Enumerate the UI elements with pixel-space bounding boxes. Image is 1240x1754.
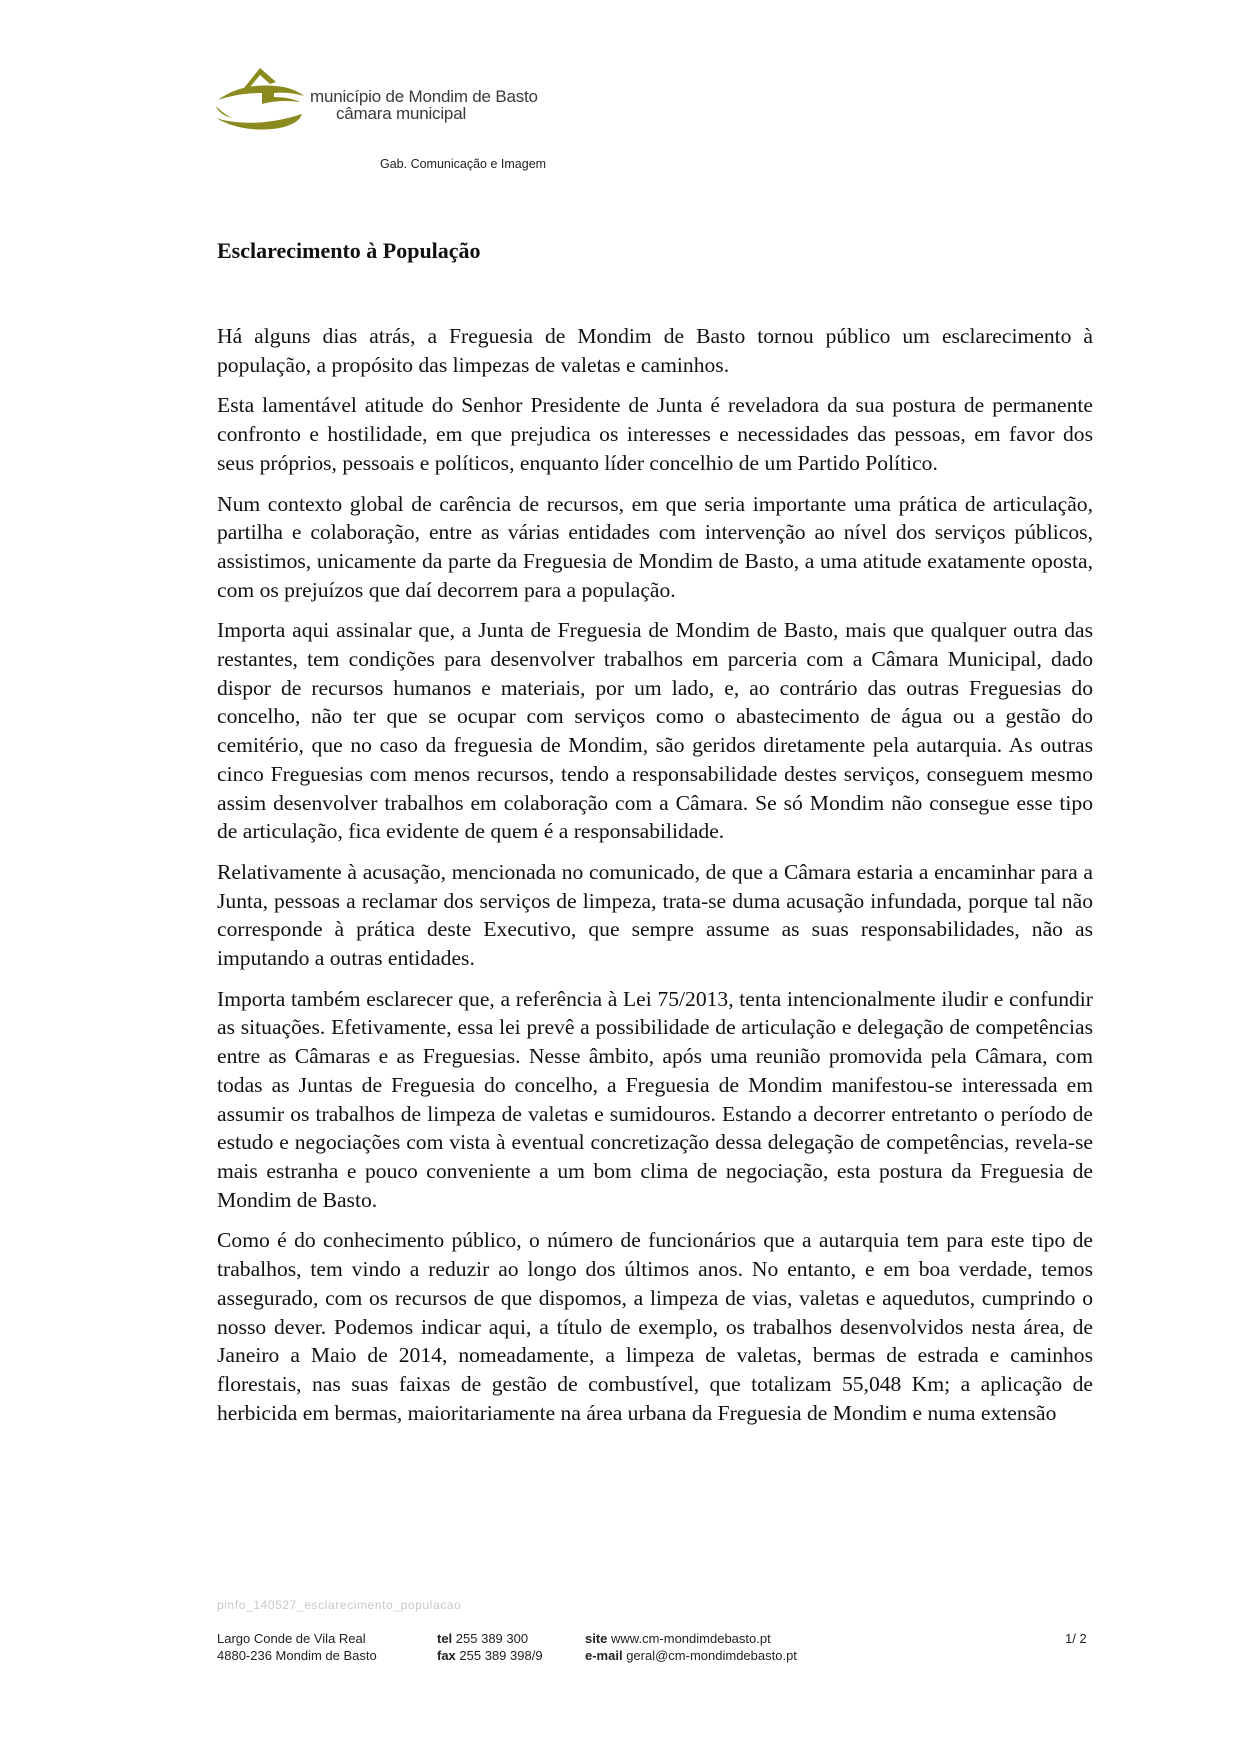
logo-municipality-name: município de Mondim de Basto [310,87,538,106]
logo-council-name: câmara municipal [336,104,467,123]
footer-address [217,1630,377,1664]
email-link[interactable]: geral@cm-mondimdebasto.pt [626,1648,797,1663]
paragraph-5: Relativamente à acusação, mencionada no comunicado, de que a Câmara estaria a encaminhar para a Junta, pessoas a reclamar dos serviços de limpeza, trata-se duma acusação infundada, porque tal não corresponde à prática deste Executivo, que sempre assume as suas responsabilidades, não as imputando a outras entidades. [217,859,1093,971]
paragraph-3: Num contexto global de carência de recursos, em que seria importante uma prática de articulação, partilha e colaboração, entre as várias entidades com intervenção ao nível dos serviços públicos, assistimos, unicamente da parte da Freguesia de Mondim de Basto, a uma atitude exatamente oposta, com os prejuízos que daí decorrem para a população. [217,491,1093,602]
address-street: Largo Conde de Vila Real [217,1631,366,1646]
department-label: Gab. Comunicação e Imagem [380,157,547,171]
municipality-logo [214,60,574,140]
address-postal: 4880-236 Mondim de Basto [217,1648,377,1663]
paragraph-6: Importa também esclarecer que, a referência à Lei 75/2013, tenta intencionalmente iludir e confundir as situações. Efetivamente, essa lei prevê a possibilidade de articulação e delegação de competências entre as Câmaras e as Freguesias. Nesse âmbito, após uma reunião promovida pela Câmara, com todas as Juntas de Freguesia do concelho, a Freguesia de Mondim manifestou-se interessada em assumir os trabalhos de limpeza de valetas e sumidouros. Estando a decorrer entretanto o período de estudo e negociações com vista à eventual concretização dessa delegação de competências, revela-se mais estranha e pouco conveniente a um bom clima de negociação, esta postura da Freguesia de Mondim de Basto. [217,986,1093,1212]
email-label: e-mail [585,1648,623,1663]
fax-label: fax [437,1648,456,1663]
paragraph-4: Importa aqui assinalar que, a Junta de Freguesia de Mondim de Basto, mais que qualquer outra das restantes, tem condições para desenvolver trabalhos em parceria com a Câmara Municipal, dado dispor de recursos humanos e materiais, por um lado, e, ao contrário das outras Freguesias do concelho, não ter que se ocupar com serviços como o abastecimento de água ou a gestão do cemitério, que no caso da freguesia de Mondim, são geridos diretamente pela autarquia. As outras cinco Freguesias com menos recursos, tendo a responsabilidade destes serviços, conseguem mesmo assim desenvolver trabalhos em colaboração com a Câmara. Se só Mondim não consegue esse tipo de articulação, fica evidente de quem é a responsabilidade. [217,618,1093,844]
paragraph-1: Há alguns dias atrás, a Freguesia de Mondim de Basto tornou público um esclarecimento à população, a propósito das limpezas de valetas e caminhos. [217,324,1093,377]
site-label: site [585,1631,608,1646]
paragraph-2: Esta lamentável atitude do Senhor Presidente de Junta é reveladora da sua postura de permanente confronto e hostilidade, em que prejudica os interesses e necessidades das pessoas, em favor dos seus próprios, pessoais e políticos, enquanto líder concelhio de um Partido Político. [217,393,1093,475]
document-body [217,322,1093,1439]
page-footer [0,1630,1240,1670]
document-title: Esclarecimento à População [217,238,481,263]
tel-label: tel [437,1631,453,1646]
site-link[interactable]: www.cm-mondimdebasto.pt [611,1631,771,1646]
footer-phone [437,1630,543,1664]
page-number: 1/ 2 [1065,1631,1087,1646]
fax-value: 255 389 398/9 [459,1648,543,1663]
municipality-emblem-icon [214,60,306,132]
footer-web [585,1630,797,1664]
paragraph-7: Como é do conhecimento público, o número de funcionários que a autarquia tem para este tipo de trabalhos, tem vindo a reduzir ao longo dos últimos anos. No entanto, e em boa verdade, temos assegurado, com os recursos de que dispomos, a limpeza de vias, valetas e aquedutos, cumprindo o nosso dever. Podemos indicar aqui, a título de exemplo, os trabalhos desenvolvidos nesta área, de Janeiro a Maio de 2014, nomeadamente, a limpeza de valetas, bermas de estrada e caminhos florestais, nas suas faixas de gestão de combustível, que totalizam 55,048 Km; a aplicação de herbicida em bermas, maioritariamente na área urbana da Freguesia de Mondim e numa extensão [217,1228,1093,1425]
document-reference: pinfo_140527_esclarecimento_populacao [217,1598,462,1612]
tel-value: 255 389 300 [455,1631,529,1646]
